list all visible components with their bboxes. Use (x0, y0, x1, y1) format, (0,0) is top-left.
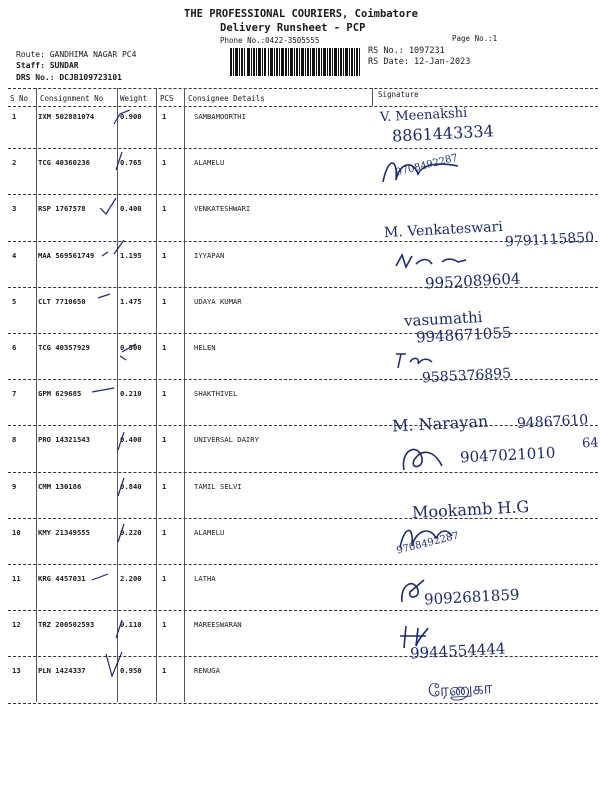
cell-pcs: 1 (162, 389, 167, 399)
cell-consignee: IYYAPAN (194, 250, 225, 260)
page-number: Page No.:1 (452, 34, 498, 43)
phone-r3: 9791115850 (504, 229, 595, 251)
signature-r8: M. Narayan (391, 411, 489, 436)
tick-mark (96, 290, 114, 304)
cell-consignee: LATHA (194, 574, 216, 583)
cell-pcs: 1 (162, 343, 167, 352)
cell-sno: 5 (12, 296, 17, 306)
cell-consignment: MAA 569561749 (38, 250, 95, 260)
cell-pcs: 1 (162, 620, 167, 630)
cell-consignment: TRZ 200502593 (38, 620, 95, 630)
cell-weight: 0.765 (120, 158, 142, 168)
cell-sno: 8 (12, 435, 17, 445)
tick-mark (96, 196, 118, 216)
cell-pcs: 1 (162, 527, 167, 537)
tick-mark (112, 150, 126, 172)
cell-weight: 0.400 (120, 204, 142, 214)
phone-r5: 9948671055 (415, 323, 512, 347)
cell-weight: 1.195 (120, 250, 142, 260)
cell-sno: 11 (12, 574, 21, 583)
phone-r12: 9944554444 (409, 639, 506, 663)
signature-r3: M. Venkateswari (383, 218, 504, 242)
document-title: THE PROFESSIONAL COURIERS, Coimbatore (184, 8, 418, 20)
tick-mark (104, 650, 124, 680)
cell-weight: 0.220 (120, 527, 142, 537)
cell-consignee: UNIVERSAL DAIRY (194, 435, 259, 445)
cell-sno: 12 (12, 620, 21, 630)
cell-consignment: TCG 40360236 (38, 158, 90, 168)
cell-consignment: KRG 4457031 (38, 574, 86, 583)
cell-consignment: PRO 14321543 (38, 435, 90, 445)
cell-sno: 2 (12, 158, 17, 168)
barcode (230, 48, 360, 76)
cell-consignee: HELEN (194, 343, 216, 352)
signature-r9: Mookamb H.G (411, 496, 530, 523)
phone-r4: 9952089604 (424, 269, 521, 293)
cell-consignee: TAMIL SELVI (194, 481, 242, 491)
cell-sno: 4 (12, 250, 17, 260)
col-header-pcs: PCS (160, 94, 174, 103)
phone-r8-extra: 64 (581, 435, 599, 452)
col-header-consignee: Consignee Details (188, 94, 265, 103)
tick-mark (100, 238, 126, 260)
cell-weight: 1.475 (120, 296, 142, 306)
cell-consignee: SHAKTHIVEL (194, 389, 238, 399)
cell-sno: 3 (12, 204, 17, 214)
cell-weight: 0.110 (120, 620, 142, 630)
column-divider (372, 88, 373, 106)
cell-pcs: 1 (162, 112, 167, 121)
tick-mark (116, 342, 138, 362)
cell-pcs: 1 (162, 250, 167, 260)
col-header-weight: Weight (120, 94, 148, 103)
row-divider (8, 610, 598, 611)
tick-mark (114, 430, 128, 452)
rs-date: RS Date: 12-Jan-2023 (368, 57, 471, 67)
phone-r2: 9708492287 (394, 152, 460, 179)
cell-pcs: 1 (162, 296, 167, 306)
signature-scribble-r8 (398, 440, 448, 476)
cell-consignee: RENUGA (194, 666, 220, 676)
cell-sno: 9 (12, 481, 17, 491)
cell-pcs: 1 (162, 481, 167, 491)
phone-r8-b: 9047021010 (459, 443, 556, 467)
cell-consignee: SAMBAMOORTHI (194, 112, 246, 121)
cell-weight: 0.210 (120, 389, 142, 399)
cell-weight: 0.900 (120, 112, 142, 121)
phone-r1: 8861443334 (391, 121, 495, 146)
cell-weight: 0.840 (120, 481, 142, 491)
cell-weight: 0.500 (120, 343, 142, 352)
signature-r5: vasumathi (403, 307, 483, 331)
table-header-rule (8, 106, 598, 107)
cell-sno: 10 (12, 527, 21, 537)
col-header-sno: S No (10, 94, 29, 103)
cell-consignment: PLN 1424337 (38, 666, 86, 676)
cell-consignment: CMM 130186 (38, 481, 82, 491)
signature-r1: V. Meenakshi (379, 105, 468, 126)
tick-mark (112, 108, 132, 128)
cell-consignment: CLT 7710650 (38, 296, 86, 306)
row-divider (8, 564, 598, 565)
row-divider (8, 472, 598, 473)
cell-consignment: RSP 1767578 (38, 204, 86, 214)
cell-sno: 13 (12, 666, 21, 676)
route-label: Route: GANDHIMA NAGAR PC4 (16, 50, 137, 59)
cell-sno: 7 (12, 389, 17, 399)
rs-number: RS No.: 1097231 (368, 46, 445, 56)
cell-weight: 0.400 (120, 435, 142, 445)
cell-consignment: IXM 502881074 (38, 112, 95, 121)
cell-pcs: 1 (162, 435, 167, 445)
row-divider (8, 425, 598, 426)
cell-pcs: 1 (162, 204, 167, 214)
cell-sno: 6 (12, 343, 17, 352)
cell-sno: 1 (12, 112, 17, 121)
signature-r13: ரேணுகா (427, 678, 493, 702)
col-header-consignment: Consignment No (40, 94, 104, 103)
cell-pcs: 1 (162, 574, 167, 583)
staff-label: Staff: SUNDAR (16, 61, 79, 70)
row-divider (8, 703, 598, 704)
signature-scribble-r4 (392, 252, 472, 272)
drs-number: DRS No.: DCJB109723101 (16, 73, 122, 82)
phone-r11: 9092681859 (423, 585, 520, 609)
phone-r6: 9585376895 (421, 365, 512, 387)
phone-r8-a: 94867610 (516, 412, 589, 432)
cell-consignee: ALAMELU (194, 158, 225, 168)
table-top-rule (8, 88, 598, 89)
cell-pcs: 1 (162, 158, 167, 168)
cell-consignment: TCG 40357929 (38, 343, 90, 352)
tick-mark (114, 476, 128, 498)
cell-consignment: KMY 21349555 (38, 527, 90, 537)
cell-pcs: 1 (162, 666, 167, 676)
tick-mark (112, 618, 126, 640)
row-divider (8, 518, 598, 519)
phone-number: Phone No.:0422-3505555 (220, 36, 320, 45)
cell-consignee: UDAYA KUMAR (194, 296, 242, 306)
col-header-signature: Signature (378, 90, 419, 99)
cell-consignment: GPM 629685 (38, 389, 82, 399)
cell-consignee: VENKATESHWARI (194, 204, 251, 214)
row-divider (8, 148, 598, 149)
cell-weight: 0.950 (120, 666, 142, 676)
cell-weight: 2.200 (120, 574, 142, 583)
cell-consignee: MAREESWARAN (194, 620, 242, 630)
phone-r10: 9708492287 (395, 530, 461, 557)
tick-mark (114, 522, 128, 544)
document-subtitle: Delivery Runsheet - PCP (220, 22, 366, 34)
tick-mark (90, 570, 110, 584)
cell-consignee: ALAMELU (194, 527, 225, 537)
row-divider (8, 656, 598, 657)
tick-mark (90, 384, 116, 400)
